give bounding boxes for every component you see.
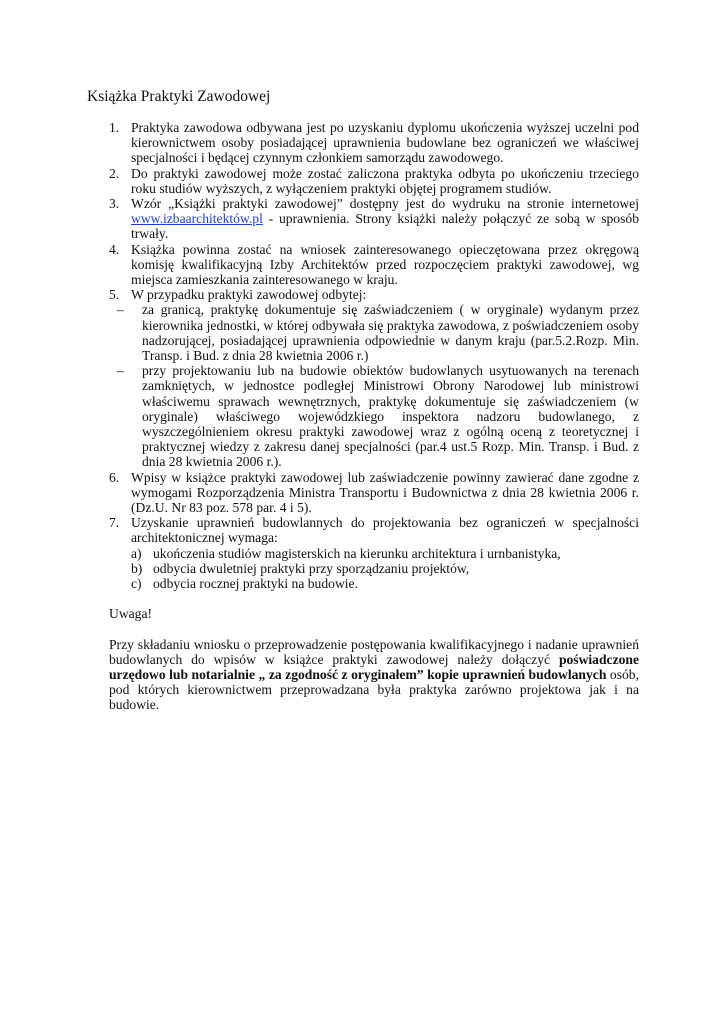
dash-bullet: – [117, 302, 124, 318]
item-text-before-link: Wzór „Książki praktyki zawodowej” dostępny jest do wydruku na stronie internetowej [131, 196, 639, 212]
item-number: 6. [109, 469, 120, 485]
sub-item-text: przy projektowaniu lub na budowie obiektów budowlanych usytuowanych na terenach zamkniętych, w jednostce podległej Ministrowi Obrony Narodowej lub ministrowi właściwemu sprawach wewnętrznych, praktykę dokumentuje się zaświadczeniem (w oryginale) właściwego wojewódzkiego inspektora nadzoru budowlanego, z wyszczególnieniem okresu praktyki zawodowej wraz z ogólną oceną z teoretycznej i praktycznej wiedzy z zakresu danej specjalności (par.4 ust.5 Rozp. Min. Transp. i Bud. z dnia 28 kwietnia 2006 r.). [142, 363, 639, 470]
sub-item-c [87, 576, 639, 591]
list-item-1 [87, 120, 639, 166]
sub-item-text: odbycia rocznej praktyki na budowie. [153, 576, 358, 592]
letter-bullet: b) [131, 560, 143, 576]
item-number: 5. [109, 287, 120, 303]
sub-item-text: odbycia dwuletniej praktyki przy sporządzaniu projektów, [153, 560, 470, 576]
list-item-7 [87, 515, 639, 545]
note-label: Uwaga! [109, 606, 153, 622]
item-text: Do praktyki zawodowej może zostać zaliczona praktyka odbyta po ukończeniu trzeciego roku studiów wyższych, z wyłączeniem praktyki objętej programem studiów. [131, 165, 639, 196]
sub-item-text: ukończenia studiów magisterskich na kierunku architektura i urnbanistyka, [153, 545, 561, 561]
item-text-after-link: - uprawnienia. Strony książki należy połączyć ze sobą w sposób trwały. [131, 211, 639, 242]
dash-bullet: – [117, 363, 124, 379]
sub-item-text: za granicą, praktykę dokumentuje się zaświadczeniem ( w oryginale) wydanym przez kierownika jednostki, w której odbywała się praktyka zawodowa, z poświadczeniem osoby nadzorującej, posiadającej uprawnienia odpowiednie w danym kraju (par.5.2.Rozp. Min. Transp. i Bud. z dnia 28 kwietnia 2006 r.) [142, 302, 639, 364]
item-text: Praktyka zawodowa odbywana jest po uzyskaniu dyplomu ukończenia wyższej uczelni pod kierownictwem osoby posiadającej uprawnienia budowlane bez ograniczeń we właściwej specjalności i będącej czynnym członkiem samorządu zawodowego. [131, 120, 639, 166]
document-body [87, 120, 639, 713]
item-number: 2. [109, 165, 120, 181]
sub-item-a [87, 546, 639, 561]
letter-bullet: c) [131, 576, 142, 592]
letter-bullet: a) [131, 545, 142, 561]
sub-item-closed-areas [87, 363, 639, 469]
website-link[interactable]: www.izbaarchitektów.pl [131, 211, 263, 227]
item-text: Książka powinna zostać na wniosek zainteresowanego opieczętowana przez okręgową komisję kwalifikacyjną Izby Architektów przed rozpoczęciem praktyki zawodowej, wg miejsca zamieszkania zainteresowanego w kraju. [131, 241, 639, 288]
item-text: W przypadku praktyki zawodowej odbytej: [131, 287, 367, 303]
note-text-before: Przy składaniu wniosku o przeprowadzenie postępowania kwalifikacyjnego i nadanie uprawnień budowlanych do wpisów w książce praktyki zawodowej należy dołączyć [109, 636, 639, 667]
list-item-4 [87, 242, 639, 288]
note-paragraph [87, 637, 639, 713]
list-item-2 [87, 166, 639, 196]
item-text: Uzyskanie uprawnień budowlannych do projektowania bez ograniczeń w specjalności architektonicznej wymaga: [131, 515, 639, 546]
item-number: 1. [109, 120, 120, 135]
sub-item-b [87, 561, 639, 576]
list-item-6 [87, 470, 639, 516]
item-number: 3. [109, 196, 120, 212]
item-number: 7. [109, 515, 120, 531]
item-text: Wpisy w książce praktyki zawodowej lub zaświadczenie powinny zawierać dane zgodne z wymogami Rozporządzenia Ministra Transportu i Budownictwa z dnia 28 kwietnia 2006 r. (Dz.U. Nr 83 poz. 578 par. 4 i 5). [131, 469, 639, 516]
note-text-after: osób, pod których kierownictwem przeprowadzana była praktyka zarówno projektowa jak i na budowie. [109, 666, 639, 713]
document-title: Książka Praktyki Zawodowej [87, 88, 271, 105]
note-bold-text: poświadczone urzędowo lub notarialnie „ za zgodność z oryginałem” kopie uprawnień budowlanych [109, 651, 639, 682]
list-item-5 [87, 287, 639, 302]
item-number: 4. [109, 241, 120, 257]
sub-item-abroad [87, 302, 639, 363]
list-item-3 [87, 196, 639, 242]
